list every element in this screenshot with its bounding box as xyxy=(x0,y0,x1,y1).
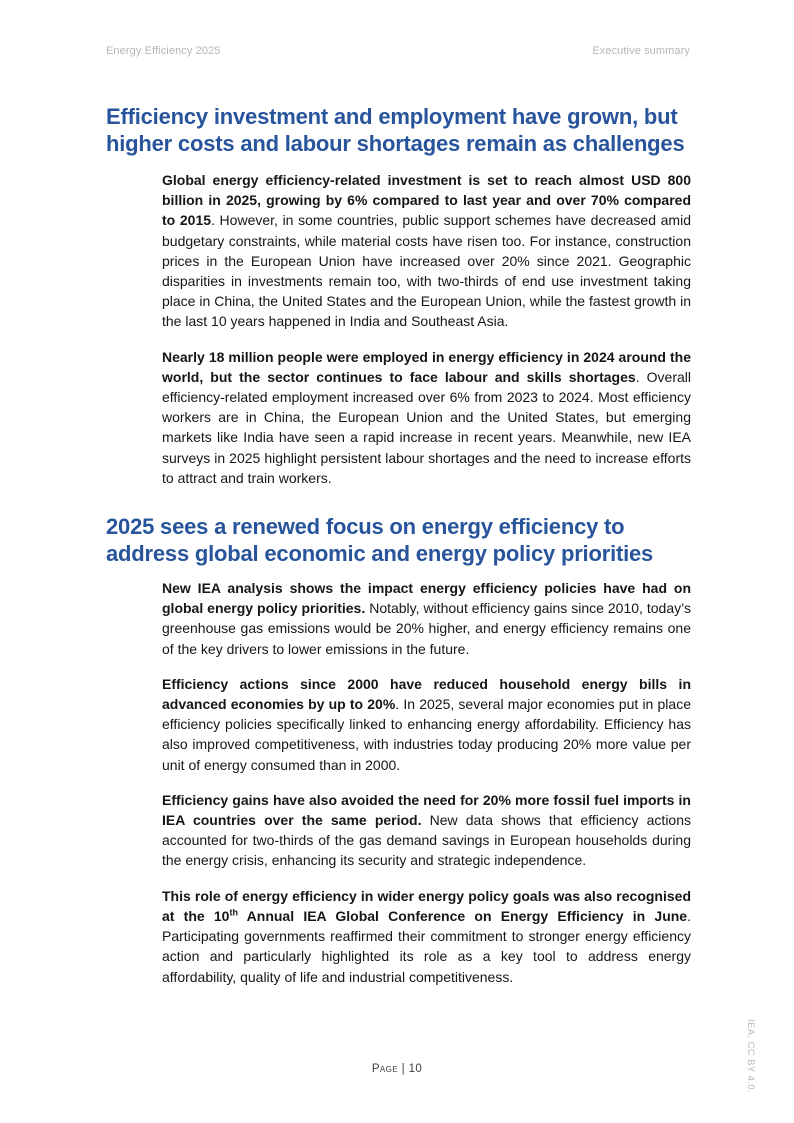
paragraph-body-text: . However, in some countries, public support schemes have decreased amid budgetary constraints, while material costs have risen too. For instance, construction prices in the European Union have increased over 20% since 2021. Geographic disparities in investments remain too, with two-thirds of end use investment taking place in China, the United States and the European Union, while the fastest growth in the last 10 years happened in India and Southeast Asia. xyxy=(162,212,691,330)
paragraph-employment xyxy=(162,347,691,488)
paragraph-lead-bold: New IEA analysis shows the impact energy efficiency policies have had on global energy policy priorities. xyxy=(162,580,691,617)
paragraph-investment-growth xyxy=(162,170,691,332)
paragraph-lead-bold: Nearly 18 million people were employed in energy efficiency in 2024 around the world, but the sector continues to face labour and skills shortages xyxy=(162,348,691,385)
paragraph-iea-analysis xyxy=(162,578,691,659)
paragraph-global-conference xyxy=(162,886,691,987)
ordinal-superscript xyxy=(229,907,238,917)
paragraph-body-text: . In 2025, several major economies put in place efficiency policies specifically linked to enhancing energy affordability. Efficiency has also improved competitiveness, with industries today producing 20% more value per unit of energy consumed than in 2000. xyxy=(162,696,691,773)
paragraph-body-text: . Participating governments reaffirmed their commitment to stronger energy efficiency action and particularly highlighted its role as a key tool to address energy affordability, quality of life and industrial competitiveness. xyxy=(162,907,691,985)
license-side-note: IEA. CC BY 4.0. xyxy=(745,1019,756,1093)
heading-line: 2025 sees a renewed focus on energy efficiency to xyxy=(106,514,625,540)
paragraph-body-text: New data shows that efficiency actions accounted for two-thirds of the gas demand savings in European households during the energy crisis, enhancing its security and strategic independence. xyxy=(162,812,691,869)
section-1-heading xyxy=(106,104,691,157)
paragraph-lead-bold: Annual IEA Global Conference on Energy Efficiency in June xyxy=(237,907,688,924)
section-2-heading xyxy=(106,514,691,567)
paragraph-lead-bold: Global energy efficiency-related investment is set to reach almost USD 800 billion in 2025, growing by 6% compared to last year and over 70% compared to 2015 xyxy=(162,172,691,229)
page-content xyxy=(106,104,691,1002)
paragraph-lead-bold: Efficiency actions since 2000 have reduced household energy bills in advanced economies by up to 20% xyxy=(162,675,691,713)
paragraph-fossil-fuel-imports xyxy=(162,790,691,871)
heading-line: address global economic and energy policy priorities xyxy=(106,540,654,566)
paragraph-household-bills xyxy=(162,674,691,775)
paragraph-body-text: . Overall efficiency-related employment increased over 6% from 2023 to 2024. Most efficiency workers are in China, the European Union and the United States, but emerging markets like India have seen a rapid increase in recent years. Meanwhile, new IEA surveys in 2025 highlight persistent labour shortages and the need to increase efforts to attract and train workers. xyxy=(162,368,691,486)
paragraph-lead-bold: This role of energy efficiency in wider energy policy goals was also recognised at the 10 xyxy=(162,887,691,924)
page-number-label: Page | 10 xyxy=(371,1063,423,1075)
running-header xyxy=(106,45,690,57)
heading-line: higher costs and labour shortages remain as challenges xyxy=(106,130,685,156)
heading-line: Efficiency investment and employment have grown, but xyxy=(106,104,678,129)
header-document-title: Energy Efficiency 2025 xyxy=(106,45,221,57)
ordinal-superscript-text: th xyxy=(229,907,238,918)
page-number-footer xyxy=(0,1063,794,1075)
paragraph-body-text: Notably, without efficiency gains since 2010, today’s greenhouse gas emissions would be 20% higher, and energy efficiency remains one of the key drivers to lower emissions in the future. xyxy=(162,600,691,657)
paragraph-lead-bold: Efficiency gains have also avoided the need for 20% more fossil fuel imports in IEA countries over the same period. xyxy=(162,791,691,829)
header-chapter-title: Executive summary xyxy=(592,45,690,57)
